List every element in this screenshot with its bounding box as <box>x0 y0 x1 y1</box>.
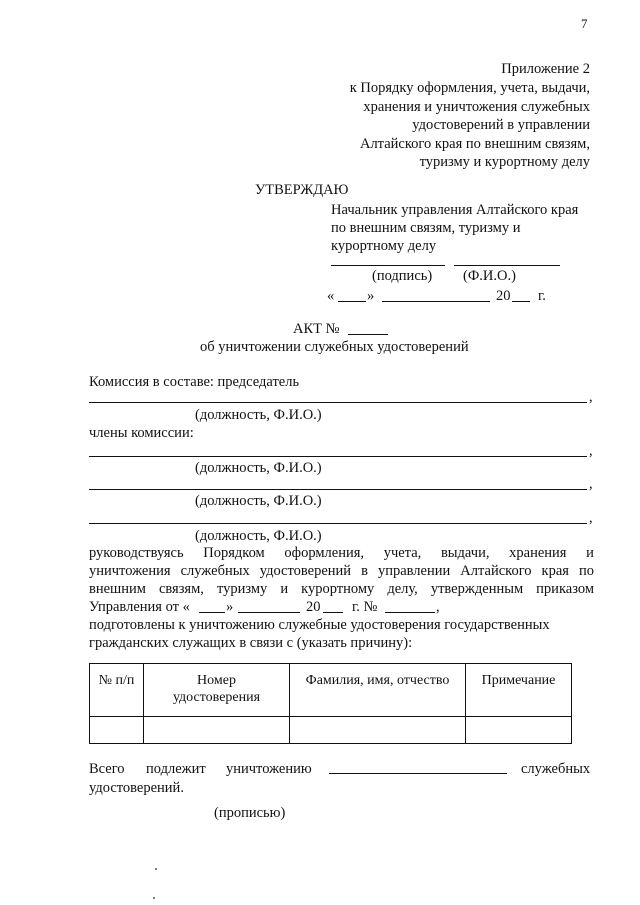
approver-position-line: Начальник управления Алтайского края <box>331 202 579 218</box>
member-line-2 <box>89 489 587 490</box>
approver-position-line: по внешним связям, туризму и <box>331 220 521 236</box>
date-year-line <box>512 301 530 302</box>
body-word: учета, <box>383 545 422 561</box>
page-number: 7 <box>581 16 588 31</box>
appendix-line: удостоверений в управлении <box>412 117 590 133</box>
total-line-2: удостоверений. <box>89 780 184 796</box>
member-3-position-label: (должность, Ф.И.О.) <box>195 528 322 544</box>
member-2-position-label: (должность, Ф.И.О.) <box>195 493 322 509</box>
order-date-close-quote: » <box>226 599 234 615</box>
appendix-line: хранения и уничтожения служебных <box>363 99 590 115</box>
member-line-3 <box>89 523 587 524</box>
line-comma: , <box>589 476 593 492</box>
table-row <box>90 717 572 744</box>
scan-artifact <box>155 868 157 870</box>
date-year-suffix: г. <box>538 288 546 304</box>
order-year-prefix: 20 <box>306 599 321 615</box>
order-line-comma: , <box>436 599 440 615</box>
body-word: выдачи, <box>440 545 490 561</box>
order-year-suffix: г. № <box>352 599 378 615</box>
appendix-line: Приложение 2 <box>501 61 590 77</box>
total-word: Всего <box>89 761 125 777</box>
body-word: оформления, <box>284 545 365 561</box>
table-cell <box>466 717 572 744</box>
table-cell <box>90 717 144 744</box>
order-month-line <box>238 612 300 613</box>
line-comma: , <box>589 389 593 405</box>
body-line-5: подготовлены к уничтожению служебные удостоверения государственных <box>89 617 550 633</box>
members-label: члены комиссии: <box>89 425 194 441</box>
fio-line <box>454 265 560 266</box>
column-header-full-name: Фамилия, имя, отчество <box>290 664 466 717</box>
total-amount-line <box>329 773 507 774</box>
certificates-table <box>89 663 572 744</box>
date-day-line <box>338 301 366 302</box>
order-day-line <box>199 612 225 613</box>
in-words-label: (прописью) <box>214 805 286 821</box>
act-title: АКТ № <box>293 321 340 337</box>
total-after-word: служебных <box>521 761 591 777</box>
act-subtitle: об уничтожении служебных удостоверений <box>200 339 469 355</box>
total-word: уничтожению <box>226 761 312 777</box>
body-word: и <box>586 545 594 561</box>
date-year-prefix: 20 <box>496 288 511 304</box>
appendix-line: туризму и курортному делу <box>419 154 590 170</box>
member-1-position-label: (должность, Ф.И.О.) <box>195 460 322 476</box>
date-close-quote: » <box>367 288 375 304</box>
date-month-line <box>382 301 490 302</box>
line-comma: , <box>589 443 593 459</box>
table-header-row <box>90 664 572 717</box>
appendix-line: Алтайского края по внешним связям, <box>359 136 590 152</box>
chairman-position-label: (должность, Ф.И.О.) <box>195 407 322 423</box>
date-open-quote: « <box>327 288 335 304</box>
order-number-line <box>385 612 435 613</box>
member-line-1 <box>89 456 587 457</box>
signature-line <box>331 265 445 266</box>
column-header-certificate-number: Номер удостоверения <box>144 664 290 717</box>
column-header-number: № п/п <box>90 664 144 717</box>
column-header-note: Примечание <box>466 664 572 717</box>
body-word: Порядком <box>203 545 265 561</box>
table-cell <box>290 717 466 744</box>
approver-position-line: курортному делу <box>331 238 437 254</box>
order-year-line <box>323 612 343 613</box>
chairman-line <box>89 402 587 403</box>
body-line-6: гражданских служащих в связи с (указать причину): <box>89 635 413 651</box>
commission-intro: Комиссия в составе: председатель <box>89 374 300 390</box>
body-line-3: внешним связям, туризму и курортному делу, утвержденным приказом <box>89 581 594 597</box>
approve-heading: УТВЕРЖДАЮ <box>255 182 349 198</box>
body-line-2: уничтожения служебных удостоверений в управлении Алтайского края по <box>89 563 594 579</box>
body-line-1 <box>89 545 594 562</box>
fio-label: (Ф.И.О.) <box>463 268 516 284</box>
order-date-prefix: Управления от « <box>89 599 190 615</box>
act-number-line <box>348 334 388 335</box>
total-word: подлежит <box>146 761 206 777</box>
table-cell <box>144 717 290 744</box>
scan-artifact <box>153 897 155 899</box>
body-word: хранения <box>509 545 567 561</box>
line-comma: , <box>589 510 593 526</box>
appendix-line: к Порядку оформления, учета, выдачи, <box>349 80 590 96</box>
signature-label: (подпись) <box>372 268 433 284</box>
body-word: руководствуясь <box>89 545 184 561</box>
